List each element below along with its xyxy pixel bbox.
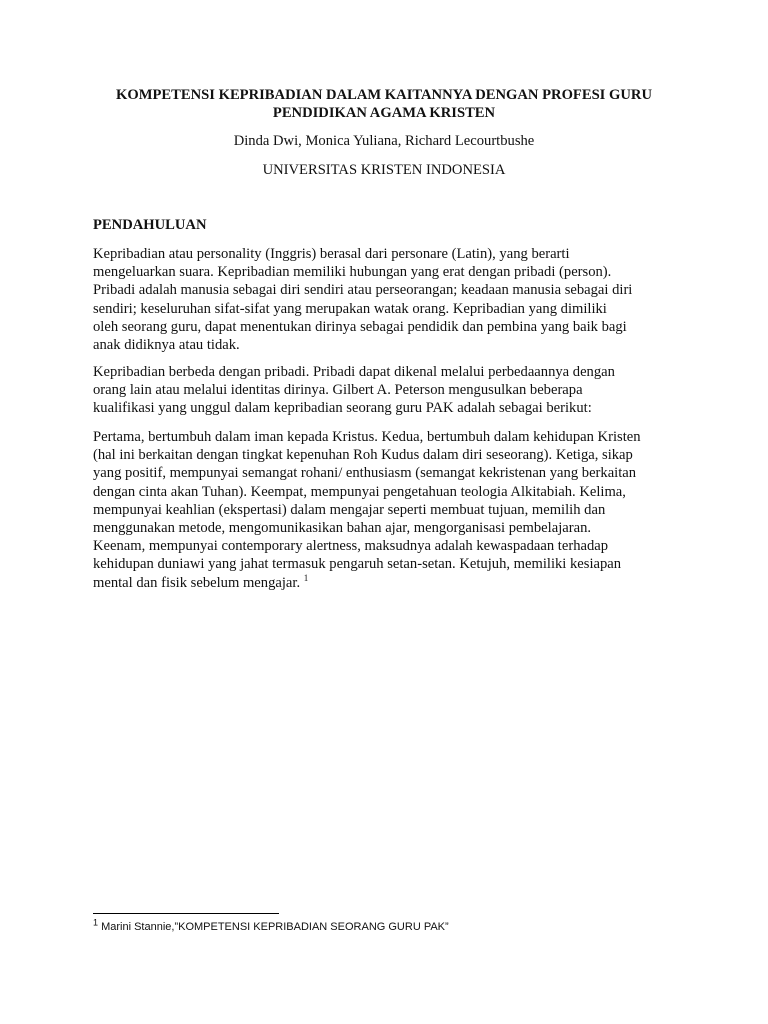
paragraph-line-text: mental dan fisik sebelum mengajar. (93, 574, 304, 591)
paragraph-line: kehidupan duniawi yang jahat termasuk pengaruh setan-setan. Ketujuh, memiliki kesiapan (93, 556, 622, 573)
paragraph-last-line (93, 574, 683, 592)
footnote-marker: 1 (93, 917, 99, 928)
paragraph-line: oleh seorang guru, dapat menentukan dirinya sebagai pendidik dan pembina yang baik bagi (93, 318, 627, 335)
paragraph-line: Keenam, mempunyai contemporary alertness, maksudnya adalah kewaspadaan terhadap (93, 538, 609, 555)
title-line-2: PENDIDIKAN AGAMA KRISTEN (272, 105, 496, 121)
footnote-text: Marini Stannie,”KOMPETENSI KEPRIBADIAN SEORANG GURU PAK” (98, 921, 449, 933)
paragraph-line: mempunyai keahlian (ekspertasi) dalam mengajar seperti membuat tujuan, memilih dan (93, 501, 606, 518)
paragraph-line: yang positif, mempunyai semangat rohani/ enthusiasm (semangat kekristenan yang berkaitan (93, 465, 637, 482)
paragraph-3 (93, 428, 683, 592)
section-heading: PENDAHULUAN (93, 217, 207, 233)
document-title (80, 86, 688, 122)
footnote-separator (93, 913, 279, 914)
paragraph-line: sendiri; keseluruhan sifat-sifat yang merupakan watak orang. Kepribadian yang dimiliki (93, 300, 607, 317)
footnote (93, 917, 449, 934)
paragraph-line: orang lain atau melalui identitas dirinya. Gilbert A. Peterson mengusulkan beberapa (93, 382, 583, 399)
paragraph-line: (hal ini berkaitan dengan tingkat kepenuhan Roh Kudus dalam diri seseorang). Ketiga, sikap (93, 447, 633, 464)
paragraph-line: dengan cinta akan Tuhan). Keempat, mempunyai pengetahuan teologia Alkitabiah. Kelima, (93, 483, 626, 500)
affiliation: UNIVERSITAS KRISTEN INDONESIA (262, 162, 506, 178)
paragraph-2 (93, 363, 683, 418)
paragraph-line: Kepribadian atau personality (Inggris) berasal dari personare (Latin), yang berarti (93, 246, 570, 262)
paragraph-line: menggunakan metode, mengomunikasikan bahan ajar, mengorganisasi pembelajaran. (93, 520, 592, 537)
paragraph-line: kualifikasi yang unggul dalam kepribadian seorang guru PAK adalah sebagai berikut: (93, 400, 592, 417)
paragraph-line: mengeluarkan suara. Kepribadian memiliki hubungan yang erat dengan pribadi (person). (93, 264, 612, 281)
title-line-1: KOMPETENSI KEPRIBADIAN DALAM KAITANNYA DENGAN PROFESI GURU (116, 87, 652, 103)
paragraph-1 (93, 245, 683, 354)
footnote-reference[interactable]: 1 (303, 572, 309, 583)
paragraph-line: Kepribadian berbeda dengan pribadi. Pribadi dapat dikenal melalui perbedaannya dengan (93, 364, 615, 380)
paragraph-line: Pribadi adalah manusia sebagai diri sendiri atau perseorangan; keadaan manusia sebagai diri (93, 282, 633, 299)
authors: Dinda Dwi, Monica Yuliana, Richard Lecourtbushe (233, 133, 535, 149)
paragraph-line: anak didiknya atau tidak. (93, 337, 240, 354)
paragraph-line: Pertama, bertumbuh dalam iman kepada Kristus. Kedua, bertumbuh dalam kehidupan Kristen (93, 429, 641, 445)
